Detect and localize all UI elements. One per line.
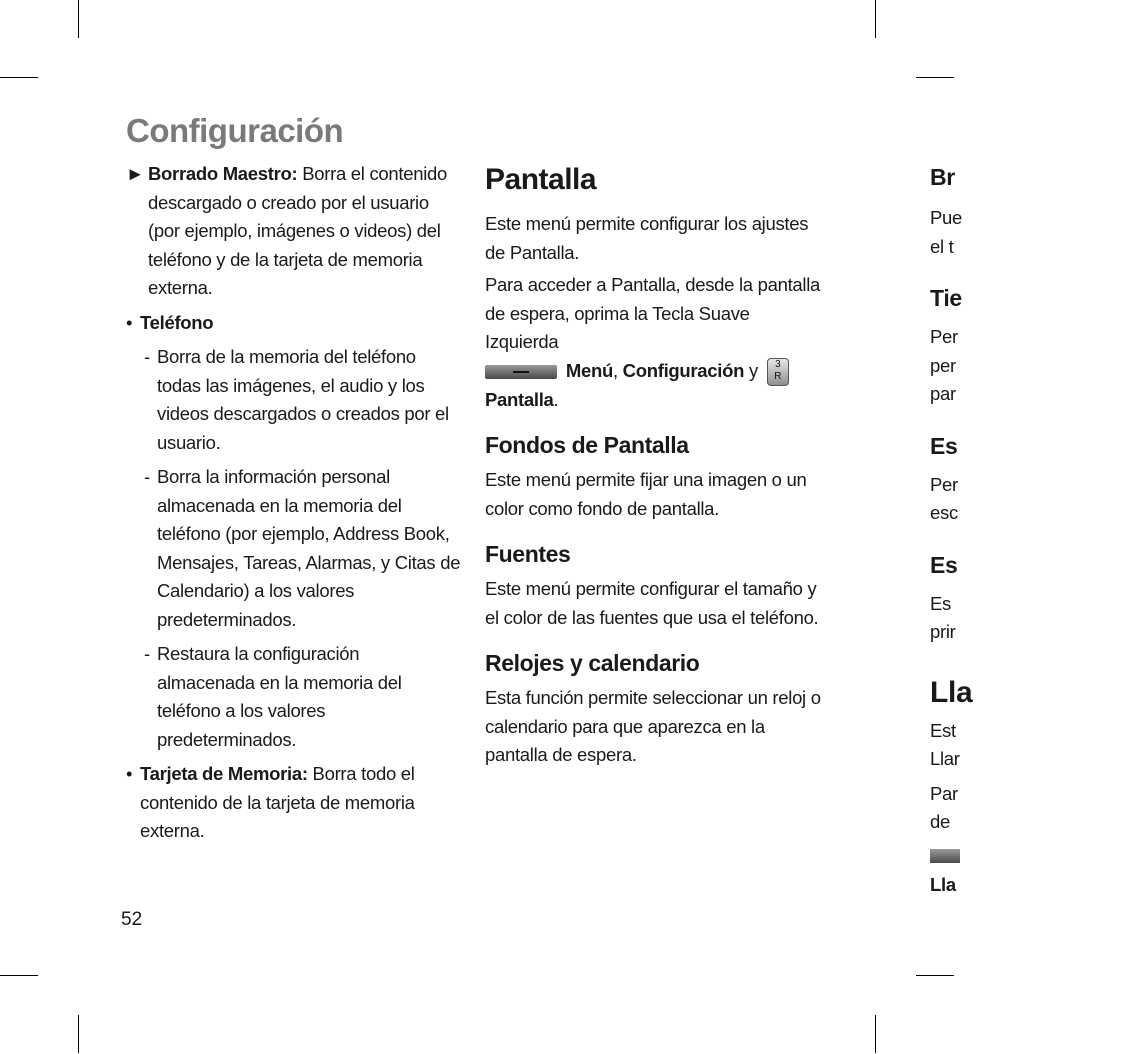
right-heading: Tie <box>930 285 962 311</box>
telefono-subitem: - Borra la información personal almacenada en la memoria del teléfono (por ejemplo, Address Book, Mensajes, Tareas, Alarmas, y Citas de Calendario) a los valores predeterminados. <box>144 466 461 630</box>
softkey-icon <box>930 849 960 863</box>
tarjeta-item <box>126 760 461 846</box>
crop-mark <box>78 1015 79 1053</box>
crop-mark <box>875 0 876 38</box>
telefono-label: Teléfono <box>140 311 214 333</box>
dot-bullet-icon: • <box>126 763 133 784</box>
crop-mark <box>916 975 954 976</box>
section-text: Esta función permite seleccionar un reloj o calendario para que aparezca en la pantalla de espera. <box>485 687 821 766</box>
page-number: 52 <box>121 909 143 930</box>
crop-mark <box>78 0 79 38</box>
key-3-icon: 3 R <box>767 358 789 386</box>
crop-mark <box>0 77 38 78</box>
dot-bullet-icon: • <box>126 311 133 333</box>
crop-mark <box>875 1015 876 1053</box>
section-text: Este menú permite configurar el tamaño y el color de las fuentes que usa el teléfono. <box>485 578 819 628</box>
right-heading: Br <box>930 164 955 190</box>
section-heading: Fuentes <box>485 541 571 568</box>
telefono-subitem: - Restaura la configuración almacenada en la memoria del teléfono a los valores predeterminados. <box>144 643 402 750</box>
section-heading: Fondos de Pantalla <box>485 432 689 459</box>
borrado-maestro-item <box>126 160 461 303</box>
right-column-clipped: Br Pue el t Tie Per per par Es Per esc Es Es prir Lla Est Llar Par de Lla <box>930 160 1130 900</box>
telefono-item <box>126 309 461 338</box>
left-column <box>126 160 461 850</box>
right-heading: Es <box>930 432 958 459</box>
page-title: Configuración <box>126 112 344 149</box>
pantalla-access: Para acceder a Pantalla, desde la pantalla de espera, oprima la Tecla Suave Izquierda Menú, Configuración y 3 R Pantalla. <box>485 274 821 410</box>
pantalla-heading: Pantalla <box>485 163 597 196</box>
tarjeta-label: Tarjeta de Memoria: <box>140 763 308 784</box>
borrado-label: Borrado Maestro: <box>148 163 298 184</box>
section-heading: Relojes y calendario <box>485 650 700 677</box>
middle-column <box>485 160 825 774</box>
pantalla-intro: Este menú permite configurar los ajustes de Pantalla. <box>485 213 809 263</box>
arrow-bullet-icon: ► <box>126 163 145 184</box>
crop-mark <box>916 77 954 78</box>
telefono-subitem: - Borra de la memoria del teléfono todas las imágenes, el audio y los videos descargados o creados por el usuario. <box>144 346 449 453</box>
tarjeta-text: Borra todo el contenido de la tarjeta de memoria externa. <box>140 763 415 841</box>
right-big-heading: Lla <box>930 675 973 709</box>
right-heading: Es <box>930 551 958 578</box>
left-softkey-icon <box>485 365 557 379</box>
section-text: Este menú permite fijar una imagen o un color como fondo de pantalla. <box>485 469 807 519</box>
borrado-text: Borra el contenido descargado o creado por el usuario (por ejemplo, imágenes o videos) del teléfono y de la tarjeta de memoria externa. <box>148 163 447 298</box>
crop-mark <box>0 975 38 976</box>
